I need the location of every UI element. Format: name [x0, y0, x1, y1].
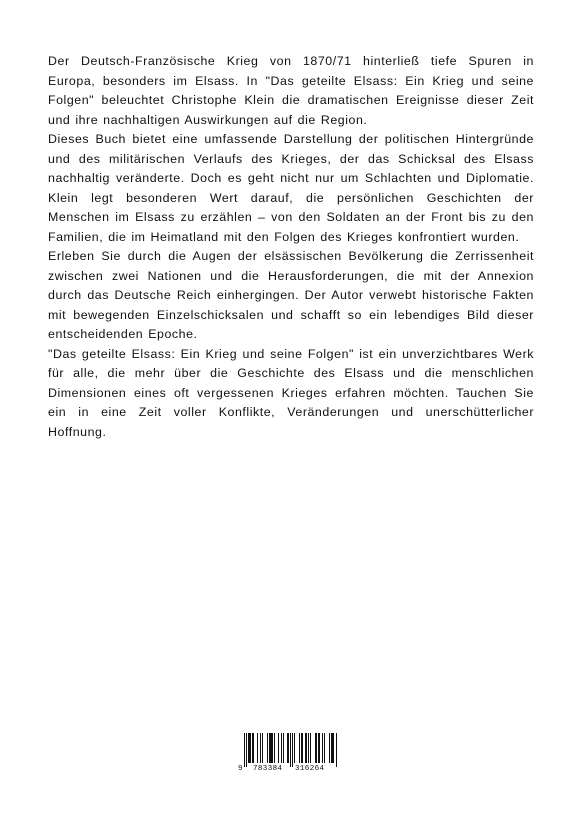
- blurb-paragraph-3: Erleben Sie durch die Augen der elsässischen Bevölkerung die Zerrissenheit zwischen zwei Nationen und die Herausforderungen, die mit der Annexion durch das Deutsche Reich einhergingen. Der Autor verwebt historische Fakten mit bewegenden Einzelschicksalen und schafft so ein lebendiges Bild dieser entscheidenden Epoche.: [48, 249, 534, 341]
- barcode-bar: [318, 733, 319, 763]
- barcode-right-digits: 316264: [295, 765, 325, 773]
- barcode-bar: [316, 733, 317, 763]
- barcode-bar: [329, 733, 330, 763]
- barcode-bar: [248, 733, 249, 763]
- barcode-bar: [292, 733, 293, 767]
- barcode-bar: [270, 733, 271, 763]
- barcode-bar: [308, 733, 309, 763]
- barcode-bar: [306, 733, 307, 763]
- barcode-lead-digit: 9: [238, 765, 243, 773]
- barcode-bar: [269, 733, 270, 763]
- barcode-bar: [246, 733, 247, 767]
- barcode-bar: [244, 733, 245, 767]
- blurb-paragraph-2: Dieses Buch bietet eine umfassende Darstellung der politischen Hintergründe und des militärischen Verlaufs des Krieges, der das Schicksal des Elsass nachhaltig veränderte. Doch es geht nicht nur um Schlachten und Diplomatie. Klein legt besonderen Wert darauf, die persönlichen Geschichten der Menschen im Elsass zu erzählen – von den Soldaten an der Front bis zu den Familien, die im Heimatland mit den Folgen des Krieges konfrontiert wurden.: [48, 132, 534, 244]
- barcode-bar: [252, 733, 253, 763]
- barcode-bar: [322, 733, 323, 763]
- barcode-bar: [287, 733, 288, 763]
- back-cover-blurb: [48, 52, 534, 442]
- barcode-bar: [324, 733, 325, 763]
- barcode-bar: [262, 733, 263, 763]
- barcode-bar: [257, 733, 258, 763]
- barcode-bar: [249, 733, 250, 763]
- blurb-paragraph-4: "Das geteilte Elsass: Ein Krieg und seine Folgen" ist ein unverzichtbares Werk für alle, die mehr über die Geschichte des Elsass und die menschlichen Dimensionen eines oft vergessenen Krieges erfahren möchten. Tauchen Sie ein in eine Zeit voller Konflikte, Veränderungen und unerschütterlicher Hoffnung.: [48, 346, 534, 439]
- barcode-bar: [250, 733, 251, 763]
- barcode-bar: [283, 733, 284, 763]
- barcode-bar: [260, 733, 261, 763]
- barcode-bar: [332, 733, 333, 763]
- barcode-bar: [294, 733, 295, 763]
- barcode-bar: [267, 733, 268, 763]
- barcode-bar: [319, 733, 320, 763]
- barcode-bar: [333, 733, 334, 763]
- barcode-bar: [336, 733, 337, 767]
- barcode-bar: [290, 733, 291, 767]
- barcode-bar: [274, 733, 275, 763]
- barcode-bar: [301, 733, 302, 763]
- barcode-bars: [238, 733, 338, 767]
- barcode-bar: [305, 733, 306, 763]
- barcode-bar: [302, 733, 303, 763]
- barcode-bar: [299, 733, 300, 763]
- isbn-barcode: [238, 733, 338, 775]
- barcode-left-digits: 783384: [253, 765, 283, 773]
- barcode-bar: [281, 733, 282, 763]
- barcode-bar: [288, 733, 289, 763]
- barcode-bar: [271, 733, 272, 763]
- barcode-bar: [331, 733, 332, 763]
- barcode-bar: [315, 733, 316, 763]
- barcode-bar: [310, 733, 311, 763]
- barcode-bar: [278, 733, 279, 763]
- blurb-paragraph-1: Der Deutsch-Französische Krieg von 1870/71 hinterließ tiefe Spuren in Europa, besonders im Elsass. In "Das geteilte Elsass: Ein Krieg und seine Folgen" beleuchtet Christophe Klein die dramatischen Ereignisse dieser Zeit und ihre nachhaltigen Auswirkungen auf die Region.: [48, 54, 534, 127]
- barcode-bar: [272, 733, 273, 763]
- barcode-bar: [253, 733, 254, 763]
